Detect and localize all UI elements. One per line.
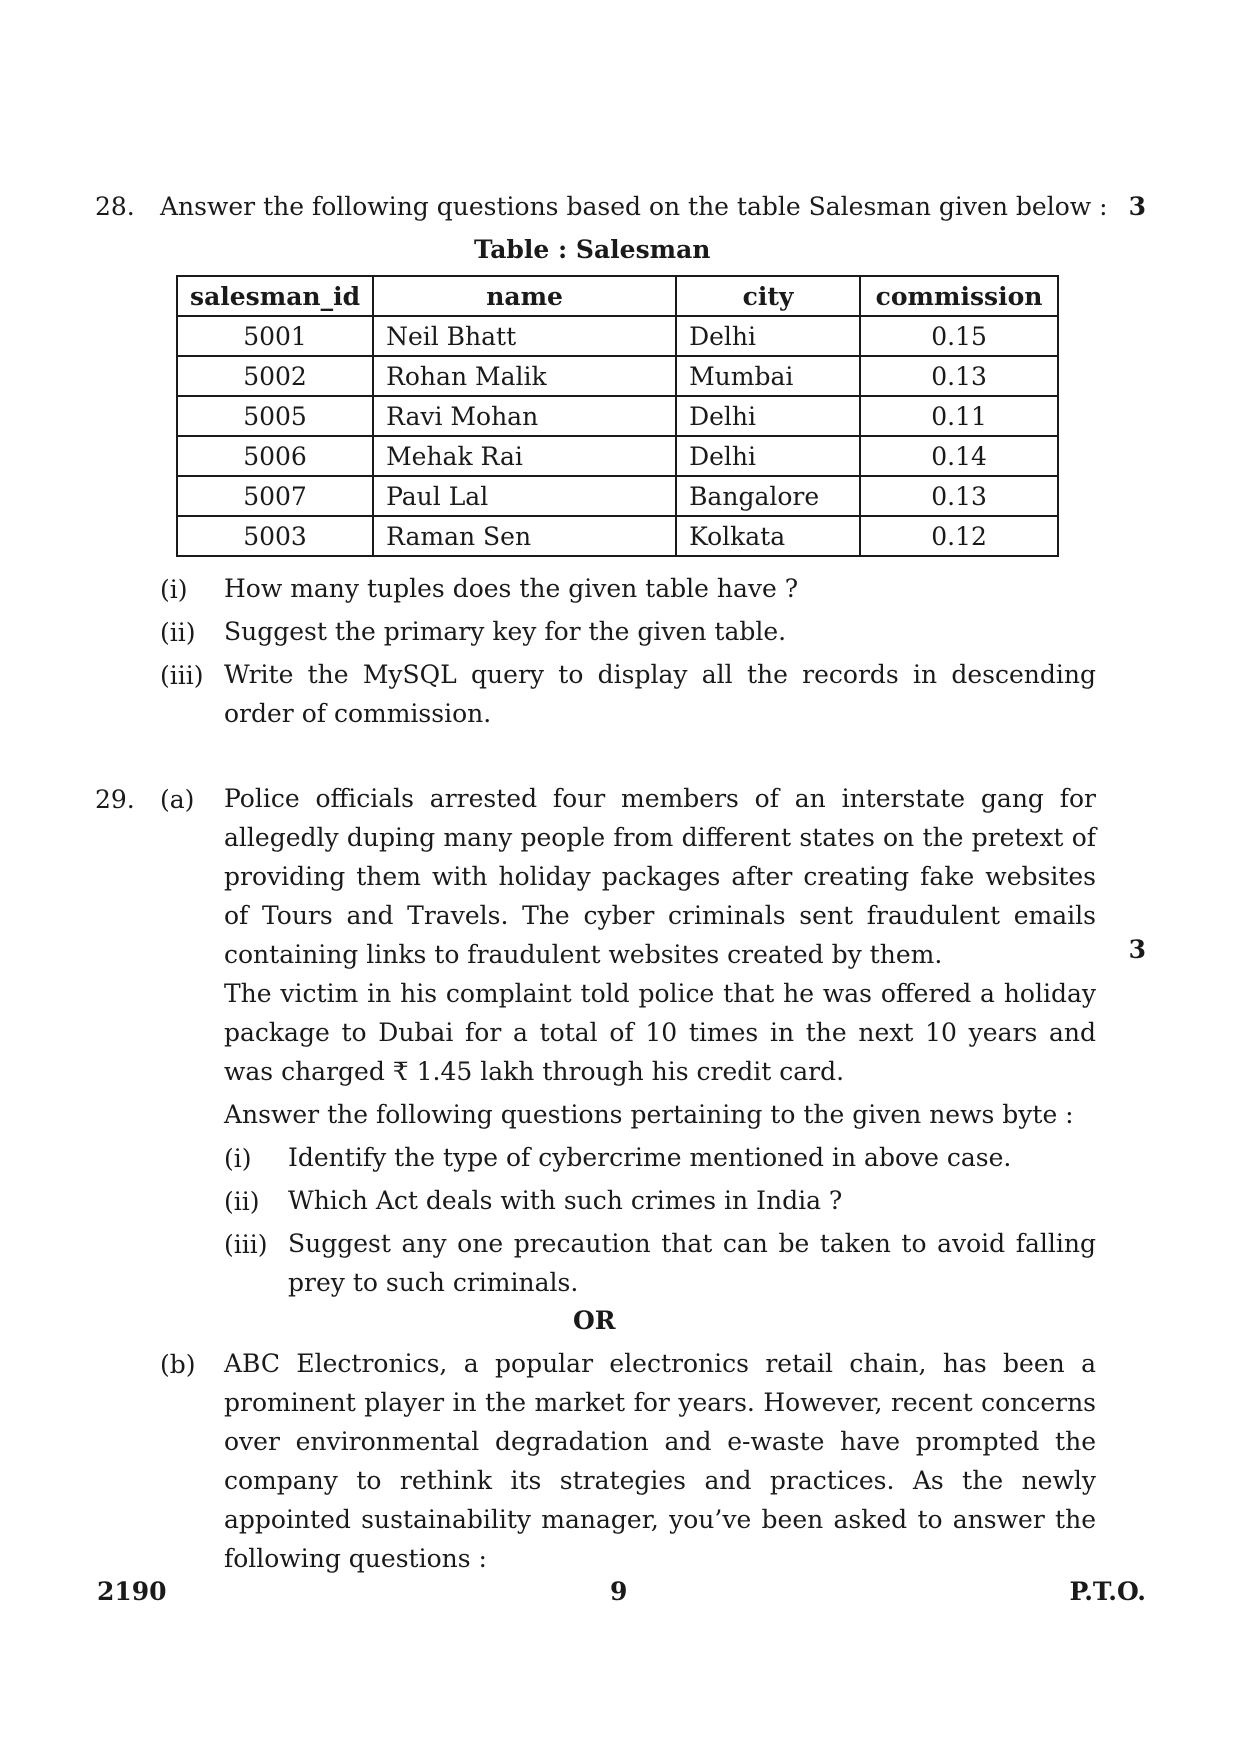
cell-city: Mumbai [676,356,860,396]
q28-text: Answer the following questions based on the table Salesman given below : [160,192,1108,221]
q29-a-part-ii-label: (ii) [224,1187,260,1216]
q28-marks: 3 [1128,192,1146,221]
cell-salesman-id: 5003 [177,516,373,556]
cell-name: Neil Bhatt [373,316,676,356]
cell-city: Delhi [676,396,860,436]
q29-a-part-iii-label: (iii) [224,1230,268,1259]
cell-name: Mehak Rai [373,436,676,476]
q28-part-i-text: How many tuples does the given table have ? [224,574,799,603]
table-row [177,396,1058,436]
cell-name: Raman Sen [373,516,676,556]
q28-part-ii-text: Suggest the primary key for the given table. [224,617,787,646]
table-row [177,436,1058,476]
q28-number: 28. [95,192,135,221]
header-commission: commission [860,276,1058,316]
or-divider: OR [573,1306,616,1335]
q28-part-iii-label: (iii) [160,661,204,690]
cell-commission: 0.11 [860,396,1058,436]
q29-a-paragraph-2: The victim in his complaint told police that he was offered a holiday package to Dubai for a total of 10 times in the next 10 years and was charged ₹ 1.45 lakh through his credit card. [224,979,1096,1086]
q29-a-part-i-text: Identify the type of cybercrime mentioned in above case. [288,1143,1012,1172]
page-number: 9 [610,1577,628,1606]
q29-number: 29. [95,785,135,814]
q29-a-paragraph-1: Police officials arrested four members of an interstate gang for allegedly duping many people from different states on the pretext of providing them with holiday packages after creating fake websites of Tours and Travels. The cyber criminals sent fraudulent emails containing links to fraudulent websites created by them. [224,784,1096,969]
cell-city: Kolkata [676,516,860,556]
header-city: city [676,276,860,316]
cell-commission: 0.13 [860,476,1058,516]
table-row [177,476,1058,516]
cell-city: Delhi [676,436,860,476]
q28-part-ii-label: (ii) [160,618,196,647]
q29-a-label: (a) [160,785,195,814]
header-salesman-id: salesman_id [177,276,373,316]
q29-a-part-ii-text: Which Act deals with such crimes in India ? [288,1186,843,1215]
table-header-row [177,276,1058,316]
q28-part-iii-text: Write the MySQL query to display all the records in descending order of commission. [224,660,1096,728]
pto-label: P.T.O. [1069,1577,1146,1606]
cell-name: Rohan Malik [373,356,676,396]
cell-salesman-id: 5007 [177,476,373,516]
cell-commission: 0.13 [860,356,1058,396]
q29-b-paragraph: ABC Electronics, a popular electronics retail chain, has been a prominent player in the market for years. However, recent concerns over environmental degradation and e-waste have prompted the company to rethink its strategies and practices. As the newly appointed sustainability manager, you’ve been asked to answer the following questions : [224,1349,1096,1573]
table-title: Table : Salesman [474,235,711,264]
cell-salesman-id: 5001 [177,316,373,356]
cell-commission: 0.12 [860,516,1058,556]
q29-b-label: (b) [160,1350,196,1379]
cell-city: Delhi [676,316,860,356]
cell-salesman-id: 5002 [177,356,373,396]
table-row [177,356,1058,396]
q29-marks: 3 [1128,935,1146,964]
header-name: name [373,276,676,316]
salesman-table [176,275,1059,557]
cell-salesman-id: 5006 [177,436,373,476]
cell-commission: 0.15 [860,316,1058,356]
q29-a-paragraph-3: Answer the following questions pertaining to the given news byte : [224,1100,1074,1129]
cell-commission: 0.14 [860,436,1058,476]
table-row [177,516,1058,556]
table-row [177,316,1058,356]
cell-salesman-id: 5005 [177,396,373,436]
q28-part-i-label: (i) [160,575,188,604]
cell-name: Ravi Mohan [373,396,676,436]
cell-name: Paul Lal [373,476,676,516]
q29-a-part-i-label: (i) [224,1144,252,1173]
footer-code: 2190 [97,1577,167,1606]
cell-city: Bangalore [676,476,860,516]
q29-a-part-iii-text: Suggest any one precaution that can be taken to avoid falling prey to such criminals. [288,1229,1096,1297]
